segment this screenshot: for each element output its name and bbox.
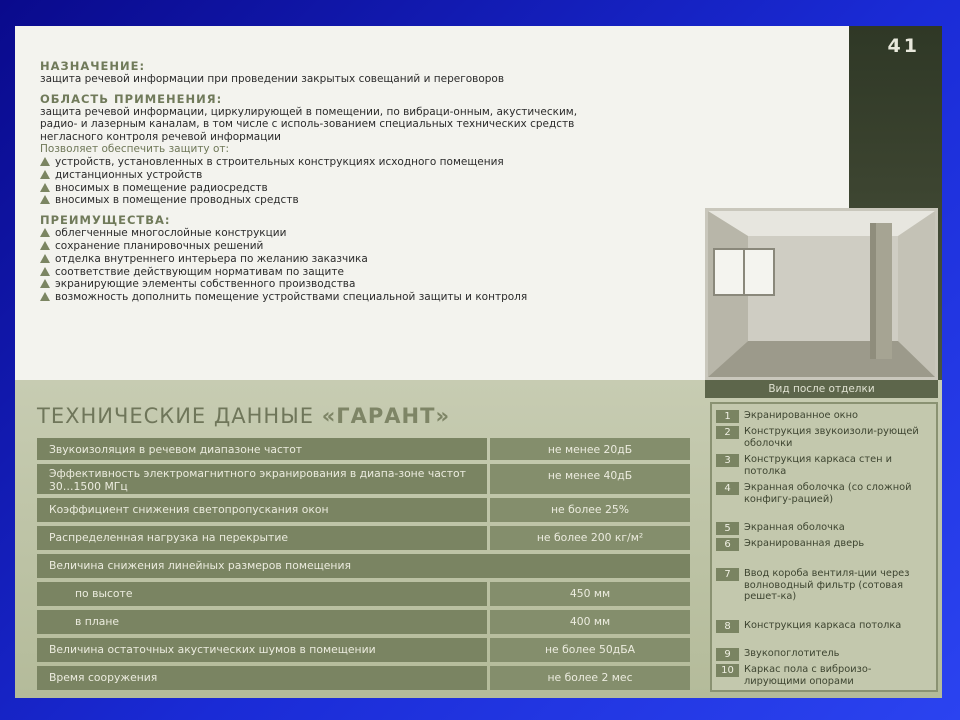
legend-number: 7 — [716, 568, 739, 581]
oblast-list — [40, 156, 595, 207]
tech-row-value: не более 200 кг/м² — [490, 526, 690, 550]
legend-text: Экранированная дверь — [744, 538, 865, 549]
triangle-bullet-icon — [40, 279, 50, 288]
tech-row-value: 400 мм — [490, 610, 690, 634]
list-item: облегченные многослойные конструкции — [40, 227, 595, 240]
tech-row-label: Эффективность электромагнитного экранирования в диапа-зоне частот 30…1500 МГц — [37, 464, 487, 494]
tech-row-value: не менее 40дБ — [490, 464, 690, 494]
legend-number: 6 — [716, 538, 739, 551]
triangle-bullet-icon — [40, 157, 50, 166]
legend-number: 10 — [716, 664, 739, 677]
room-photo — [705, 208, 938, 380]
tech-row-label: Величина остаточных акустических шумов в помещении — [37, 638, 487, 662]
photo-caption: Вид после отделки — [705, 380, 938, 398]
legend-number: 1 — [716, 410, 739, 423]
tech-row-value: не более 2 мес — [490, 666, 690, 690]
slide-page — [15, 26, 942, 698]
triangle-bullet-icon — [40, 254, 50, 263]
legend-number: 5 — [716, 522, 739, 535]
tech-row-value: 450 мм — [490, 582, 690, 606]
legend-text: Экранная оболочка (со сложной конфигу-рацией) — [744, 482, 912, 505]
list-item: отделка внутреннего интерьера по желанию заказчика — [40, 253, 595, 266]
room-photo-illustration — [708, 211, 935, 377]
tech-row-label: Распределенная нагрузка на перекрытие — [37, 526, 487, 550]
legend-text: Конструкция каркаса потолка — [744, 620, 902, 631]
triangle-bullet-icon — [40, 241, 50, 250]
preimushchestva-heading: ПРЕИМУЩЕСТВА: — [40, 213, 171, 228]
tech-row-label: по высоте — [37, 582, 487, 606]
triangle-bullet-icon — [40, 267, 50, 276]
tech-row-label: Звукоизоляция в речевом диапазоне частот — [37, 438, 487, 460]
legend-number: 2 — [716, 426, 739, 439]
oblast-allows: Позволяет обеспечить защиту от: — [40, 143, 230, 155]
list-item: вносимых в помещение проводных средств — [40, 194, 595, 207]
legend-number: 8 — [716, 620, 739, 633]
list-item: вносимых в помещение радиосредств — [40, 182, 595, 195]
tech-row-label: в плане — [37, 610, 487, 634]
tech-row-label: Величина снижения линейных размеров помещения — [37, 554, 690, 578]
tech-row-value: не более 50дБА — [490, 638, 690, 662]
tech-row-label: Коэффициент снижения светопропускания окон — [37, 498, 487, 522]
description-block — [40, 56, 595, 304]
legend-number: 4 — [716, 482, 739, 495]
list-item: соответствие действующим нормативам по защите — [40, 266, 595, 279]
page-number: 41 — [887, 35, 920, 57]
legend-text: Экранная оболочка — [744, 522, 845, 533]
tech-row-value: не более 25% — [490, 498, 690, 522]
legend-text: Экранированное окно — [744, 410, 858, 421]
legend-text: Ввод короба вентиля-ции через волноводный фильтр (сотовая решет-ка) — [744, 568, 910, 602]
triangle-bullet-icon — [40, 228, 50, 237]
preimushchestva-list — [40, 227, 595, 304]
legend-text: Конструкция каркаса стен и потолка — [744, 454, 892, 477]
list-item: экранирующие элементы собственного производства — [40, 278, 595, 291]
list-item: дистанционных устройств — [40, 169, 595, 182]
triangle-bullet-icon — [40, 195, 50, 204]
tech-title: ТЕХНИЧЕСКИЕ ДАННЫЕ «ГАРАНТ» — [37, 404, 451, 428]
oblast-text: защита речевой информации, циркулирующей в помещении, по вибраци-онным, акустическим, радио- и лазерным каналам, в том числе с исполь-зованием специальных технических средств негласного контроля речевой информации — [40, 105, 578, 143]
legend-panel — [710, 402, 938, 692]
triangle-bullet-icon — [40, 183, 50, 192]
legend-text: Конструкция звукоизоли-рующей оболочки — [744, 426, 919, 449]
triangle-bullet-icon — [40, 170, 50, 179]
legend-number: 3 — [716, 454, 739, 467]
triangle-bullet-icon — [40, 292, 50, 301]
naznachenie-text: защита речевой информации при проведении закрытых совещаний и переговоров — [40, 73, 505, 85]
legend-text: Звукопоглотитель — [744, 648, 840, 659]
legend-number: 9 — [716, 648, 739, 661]
oblast-heading: ОБЛАСТЬ ПРИМЕНЕНИЯ: — [40, 91, 223, 106]
tech-row-value: не менее 20дБ — [490, 438, 690, 460]
legend-text: Каркас пола с виброизо-лирующими опорами — [744, 664, 872, 687]
naznachenie-heading: НАЗНАЧЕНИЕ: — [40, 59, 146, 73]
list-item: устройств, установленных в строительных конструкциях исходного помещения — [40, 156, 595, 169]
list-item: возможность дополнить помещение устройствами специальной защиты и контроля — [40, 291, 595, 304]
list-item: сохранение планировочных решений — [40, 240, 595, 253]
tech-row-label: Время сооружения — [37, 666, 487, 690]
